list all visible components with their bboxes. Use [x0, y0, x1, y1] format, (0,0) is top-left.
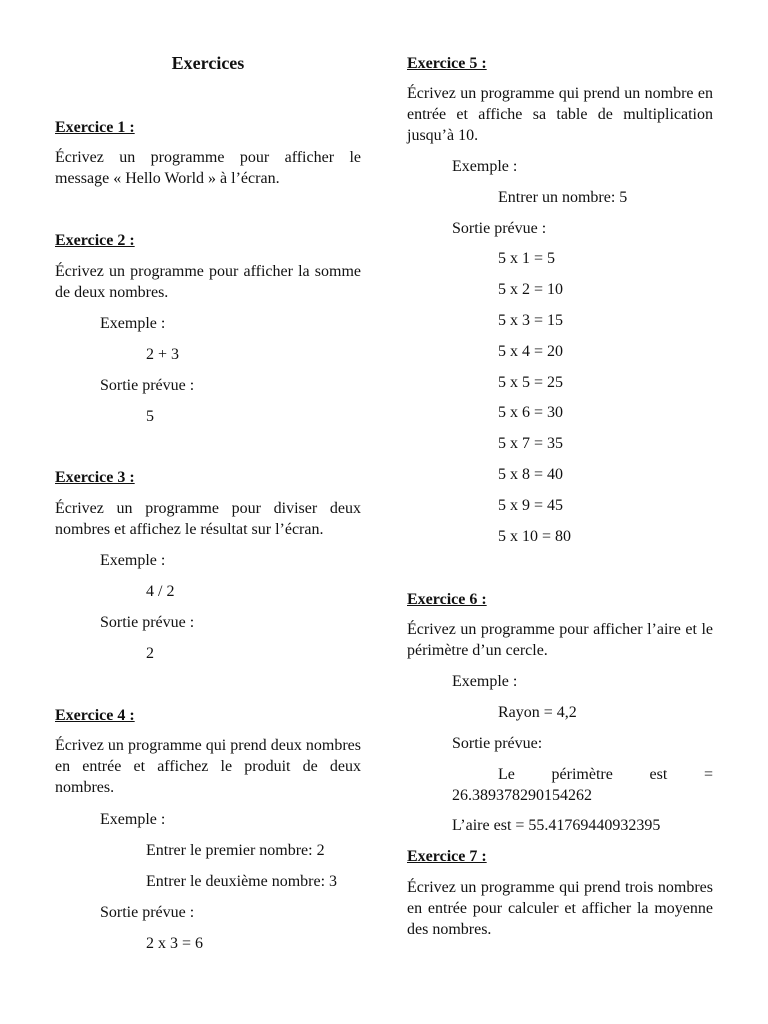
exercise-1-statement: Écrivez un programme pour afficher le message « Hello World » à l’écran. [55, 149, 361, 187]
exercise-4-heading: Exercice 4 : [55, 707, 135, 724]
exercise-4-output-label: Sortie prévue : [100, 904, 195, 921]
exercise-2-output: 5 [146, 408, 154, 425]
exercise-4-example-line: Entrer le deuxième nombre: 3 [146, 873, 338, 890]
exercise-6-example: Rayon = 4,2 [498, 704, 577, 721]
exercise-5-output-line: 5 x 6 = 30 [498, 404, 564, 421]
exercise-2-output-label: Sortie prévue : [100, 377, 195, 394]
exercise-4-statement: Écrivez un programme qui prend deux nombres en entrée et affichez le produit de deux nombres. [55, 737, 361, 796]
exercise-3-example: 4 / 2 [146, 583, 175, 600]
exercise-5-output-line: 5 x 7 = 35 [498, 435, 564, 452]
exercise-5-output-line: 5 x 4 = 20 [498, 343, 564, 360]
exercise-6-output-area: L’aire est = 55.41769440932395 [452, 817, 661, 834]
exercise-3-output: 2 [146, 645, 154, 662]
exercise-4-example-label: Exemple : [100, 811, 166, 828]
exercise-6-output-label: Sortie prévue: [452, 735, 543, 752]
exercise-3-statement: Écrivez un programme pour diviser deux nombres et affichez le résultat sur l’écran. [55, 500, 361, 538]
exercise-5-output-line: 5 x 3 = 15 [498, 312, 564, 329]
exercise-4-example-line: Entrer le premier nombre: 2 [146, 842, 325, 859]
exercise-6-output-perimeter: Le périmètre est = 26.389378290154262 [452, 766, 713, 804]
exercise-7-heading: Exercice 7 : [407, 848, 487, 865]
exercise-3-output-label: Sortie prévue : [100, 614, 195, 631]
exercise-5-output-label: Sortie prévue : [452, 220, 547, 237]
exercise-2-heading: Exercice 2 : [55, 232, 135, 249]
exercise-5-output-line: 5 x 2 = 10 [498, 281, 564, 298]
exercise-5-heading: Exercice 5 : [407, 55, 487, 72]
exercise-4-output: 2 x 3 = 6 [146, 935, 204, 952]
exercise-5-output-line: 5 x 5 = 25 [498, 374, 564, 391]
exercise-5-example-label: Exemple : [452, 158, 518, 175]
page-title: Exercices [171, 53, 245, 73]
exercise-2-example: 2 + 3 [146, 346, 180, 363]
exercise-2-example-label: Exemple : [100, 315, 166, 332]
exercise-5-output-line: 5 x 8 = 40 [498, 466, 564, 483]
exercise-6-statement: Écrivez un programme pour afficher l’aire et le périmètre d’un cercle. [407, 621, 713, 659]
exercise-5-output-line: 5 x 9 = 45 [498, 497, 564, 514]
exercise-5-output-line: 5 x 1 = 5 [498, 250, 556, 267]
exercise-7-statement: Écrivez un programme qui prend trois nombres en entrée pour calculer et afficher la moyenne des nombres. [407, 879, 713, 938]
exercise-5-example: Entrer un nombre: 5 [498, 189, 628, 206]
exercise-5-statement: Écrivez un programme qui prend un nombre en entrée et affiche sa table de multiplication jusqu’à 10. [407, 85, 713, 144]
exercise-3-example-label: Exemple : [100, 552, 166, 569]
exercise-6-heading: Exercice 6 : [407, 591, 487, 608]
exercise-5-output-line: 5 x 10 = 80 [498, 528, 572, 545]
exercise-2-statement: Écrivez un programme pour afficher la somme de deux nombres. [55, 263, 361, 301]
exercise-3-heading: Exercice 3 : [55, 469, 135, 486]
exercise-1-heading: Exercice 1 : [55, 119, 135, 136]
exercise-6-example-label: Exemple : [452, 673, 518, 690]
